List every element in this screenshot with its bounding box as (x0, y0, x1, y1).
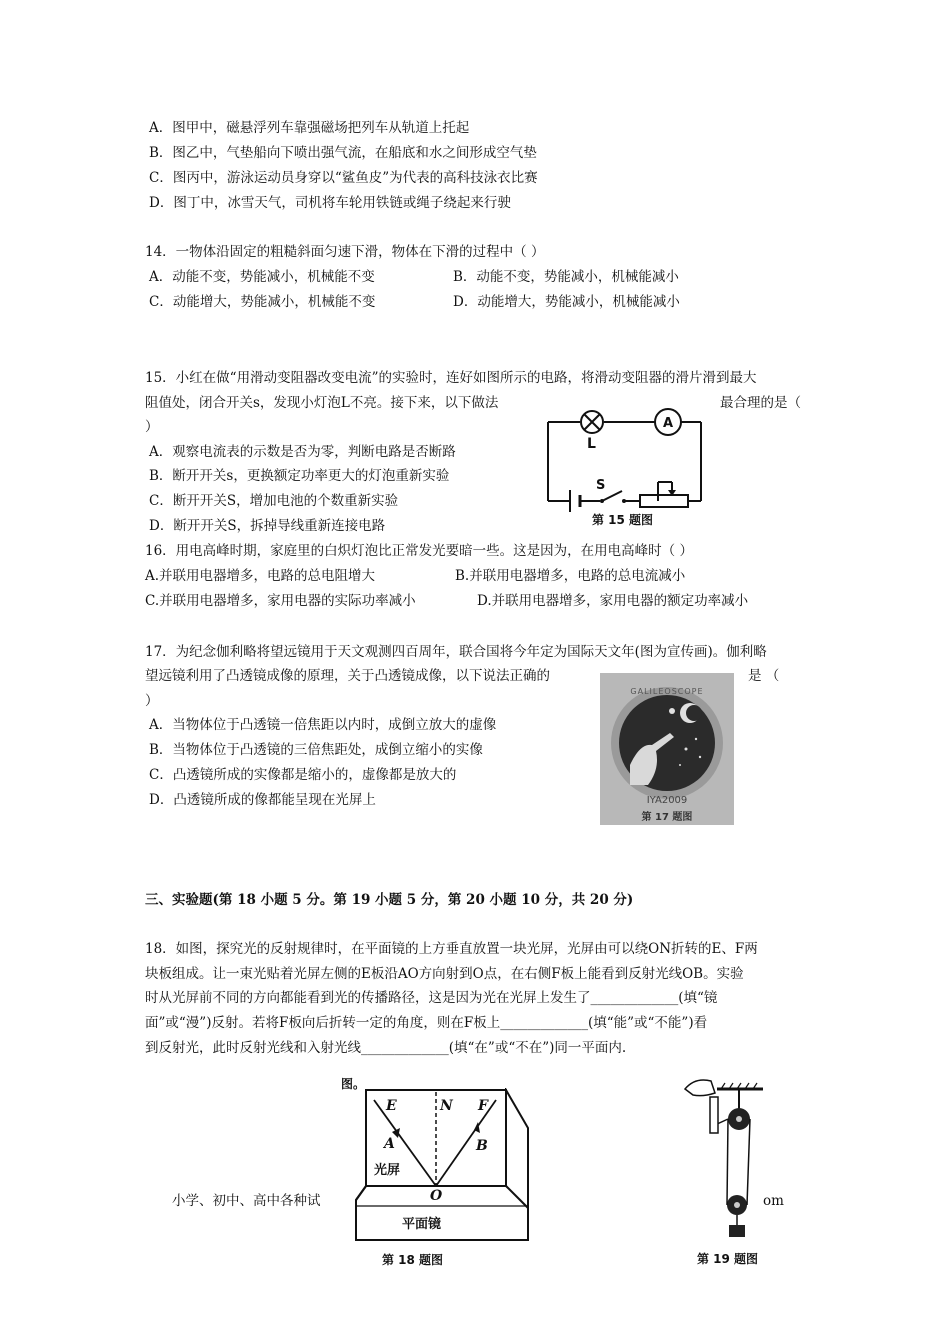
iya-poster-image (600, 673, 734, 825)
q18-figure-caption: 第 18 题图 (382, 1253, 444, 1267)
fragment-top-mark: 图。 (341, 1077, 366, 1091)
q16-option-a: A.并联用电器增多，电路的总电阻增大 (145, 568, 376, 584)
label-o: O (430, 1188, 443, 1204)
poster-bottom-text: IYA2009 (646, 795, 688, 806)
q16-option-d: D.并联用电器增多，家用电器的额定功率减小 (477, 593, 749, 609)
q15-line3: ） (145, 419, 159, 435)
q18-line1: 18．如图，探究光的反射规律时，在平面镜的上方垂直放置一块光屏，光屏由可以绕ON折转的E、F两 (145, 941, 758, 957)
reflection-diagram (340, 1088, 540, 1270)
q17-option-b: B．当物体位于凸透镜的三倍焦距处，成倒立缩小的实像 (149, 742, 483, 758)
q19-figure-caption: 第 19 题图 (697, 1252, 759, 1266)
q15-option-d: D．断开开关S，拆掉导线重新连接电路 (149, 518, 386, 534)
q13-option-d: D．图丁中，冰雪天气，司机将车轮用铁链或绳子绕起来行驶 (149, 195, 511, 211)
q17-line2a: 望远镜利用了凸透镜成像的原理，关于凸透镜成像，以下说法正确的 (145, 668, 550, 684)
q16-option-c: C.并联用电器增多，家用电器的实际功率减小 (145, 593, 416, 609)
lamp-label: L (587, 436, 596, 452)
q14-option-d: D．动能增大，势能减小，机械能减小 (453, 294, 680, 310)
q14-option-b: B．动能不变，势能减小，机械能减小 (453, 269, 679, 285)
q16-option-b: B.并联用电器增多，电路的总电流减小 (455, 568, 686, 584)
q14-option-c: C．动能增大，势能减小，机械能不变 (149, 294, 376, 310)
q13-option-b: B．图乙中，气垫船向下喷出强气流，在船底和水之间形成空气垫 (149, 145, 537, 161)
ammeter-label: A (662, 416, 674, 431)
q15-line2b: 最合理的是（ (720, 395, 801, 411)
fragment-bottom-right: om (763, 1193, 784, 1209)
q17-figure-caption: 第 17 题图 (641, 812, 693, 823)
battery-symbol (570, 490, 580, 512)
q17-line3: ） (145, 693, 159, 709)
q15-option-b: B．断开开关s，更换额定功率更大的灯泡重新实验 (149, 468, 450, 484)
poster-top-text: GALILEOSCOPE (630, 687, 704, 696)
q15-line2a: 阻值处，闭合开关s，发现小灯泡L不亮。接下来，以下做法 (145, 395, 499, 411)
section-heading: 三、实验题(第 18 小题 5 分。第 19 小题 5 分，第 20 小题 10 分，共 20 分) (145, 892, 634, 908)
q18-line3: 时从光屏前不同的方向都能看到光的传播路径，这是因为光在光屏上发生了_____________(填“镜 (145, 990, 718, 1006)
label-n: N (440, 1098, 453, 1114)
rheostat-symbol (640, 482, 688, 507)
q17-option-a: A．当物体位于凸透镜一倍焦距以内时，成倒立放大的虚像 (149, 717, 497, 733)
q17-line2b: 是 （ (748, 668, 780, 684)
q17-option-c: C．凸透镜所成的实像都是缩小的，虚像都是放大的 (149, 767, 457, 783)
q13-option-c: C．图丙中，游泳运动员身穿以“鲨鱼皮”为代表的高科技泳衣比赛 (149, 170, 538, 186)
fragment-bottom-left: 小学、初中、高中各种试 (172, 1193, 321, 1209)
hand-icon (685, 1080, 715, 1096)
circuit-diagram (540, 402, 710, 530)
q15-option-c: C．断开开关S，增加电池的个数重新实验 (149, 493, 399, 509)
weight-block (729, 1225, 745, 1237)
label-mirror: 平面镜 (402, 1217, 442, 1232)
q18-line4: 面”或“漫”)反射。若将F板向后折转一定的角度，则在F板上_____________(填“能”或“不能”)看 (145, 1015, 708, 1031)
q15-line1: 15．小红在做“用滑动变阻器改变电流”的实验时，连好如图所示的电路，将滑动变阻器的滑片滑到最大 (145, 370, 757, 386)
pulley-diagram (655, 1075, 767, 1270)
label-f: F (478, 1098, 488, 1114)
q18-line5: 到反射光，此时反射光线和入射光线_____________(填“在”或“不在”)同一平面内. (145, 1040, 627, 1056)
q15-option-a: A．观察电流表的示数是否为零，判断电路是否断路 (149, 444, 456, 460)
q16-stem: 16．用电高峰时期，家庭里的白炽灯泡比正常发光要暗一些。这是因为，在用电高峰时（ ） (145, 543, 693, 559)
lamp-symbol (581, 411, 603, 433)
label-b: B (476, 1138, 488, 1154)
q14-option-a: A．动能不变，势能减小，机械能不变 (149, 269, 375, 285)
q13-option-a: A．图甲中，磁悬浮列车靠强磁场把列车从轨道上托起 (149, 120, 470, 136)
q18-line2: 块板组成。让一束光贴着光屏左侧的E板沿AO方向射到O点，在右侧F板上能看到反射光线OB。实验 (145, 966, 744, 982)
q15-figure-caption: 第 15 题图 (592, 513, 654, 527)
q14-stem: 14．一物体沿固定的粗糙斜面匀速下滑，物体在下滑的过程中（ ） (145, 244, 545, 260)
q17-line1: 17．为纪念伽利略将望远镜用于天文观测四百周年，联合国将今年定为国际天文年(图为宣传画)。伽利略 (145, 644, 767, 660)
switch-label: S (596, 478, 606, 493)
q17-option-d: D．凸透镜所成的像都能呈现在光屏上 (149, 792, 376, 808)
label-e: E (386, 1098, 397, 1114)
label-a: A (384, 1136, 395, 1152)
label-screen: 光屏 (374, 1163, 401, 1178)
